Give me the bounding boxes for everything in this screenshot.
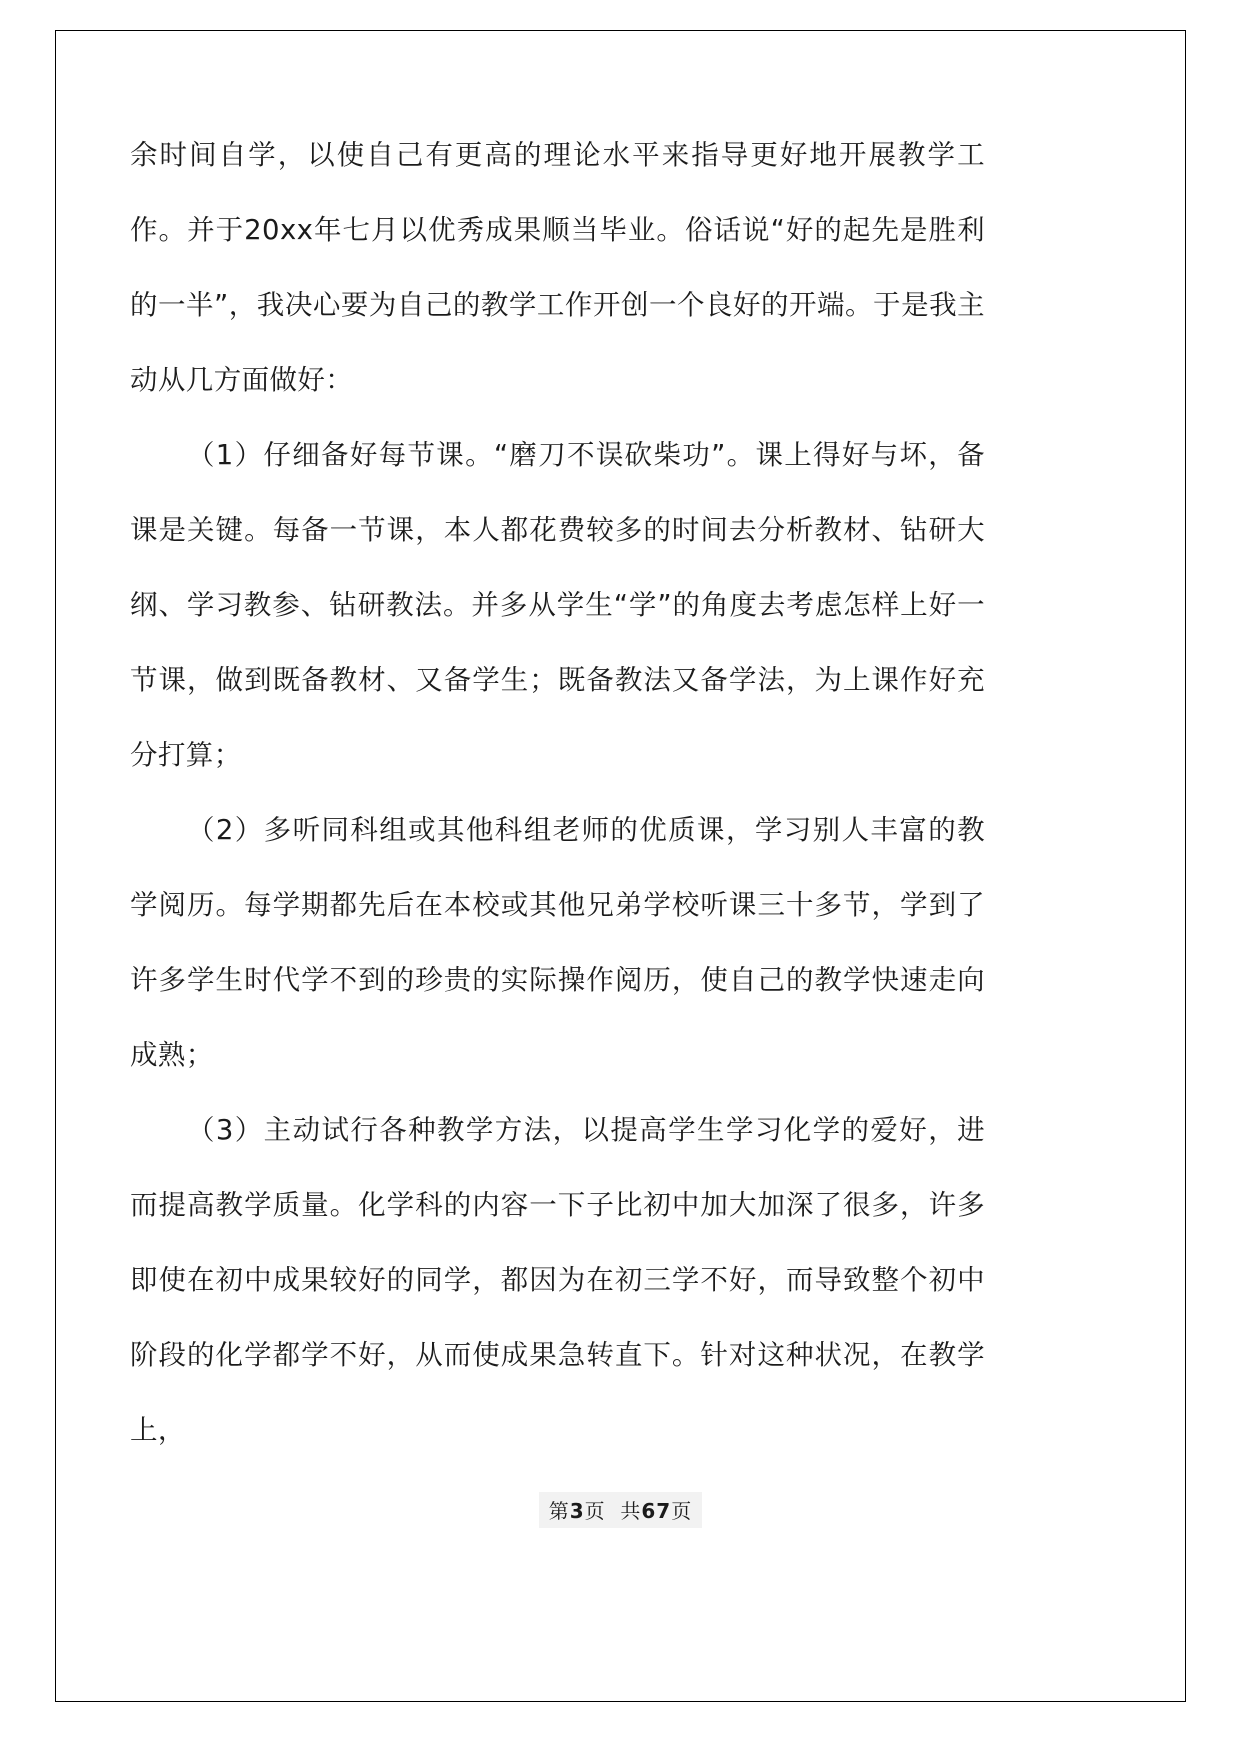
paragraph: （1）仔细备好每节课。“磨刀不误砍柴功”。课上得好与坏，备课是关键。每备一节课，本人都花费较多的时间去分析教材、钻研大纲、学习教参、钻研教法。并多从学生“学”的角度去考虑怎样上好一节课，做到既备教材、又备学生；既备教法又备学法，为上课作好充分打算； xyxy=(130,439,985,771)
footer-page-prefix: 第 xyxy=(548,1499,570,1523)
footer-total-number: 67 xyxy=(641,1499,672,1523)
footer-page-number: 3 xyxy=(569,1499,585,1523)
page-number-label xyxy=(539,1492,702,1528)
footer-total-prefix: 共 xyxy=(620,1499,642,1523)
paragraph: （2）多听同科组或其他科组老师的优质课，学习别人丰富的教学阅历。每学期都先后在本校或其他兄弟学校听课三十多节，学到了许多学生时代学不到的珍贵的实际操作阅历，使自己的教学快速走向成熟； xyxy=(130,814,985,1071)
page-footer xyxy=(0,1492,1241,1528)
document-body xyxy=(130,118,985,1468)
paragraph: （3）主动试行各种教学方法，以提高学生学习化学的爱好，进而提高教学质量。化学科的内容一下子比初中加大加深了很多，许多即使在初中成果较好的同学，都因为在初三学不好，而导致整个初中阶段的化学都学不好，从而使成果急转直下。针对这种状况，在教学上， xyxy=(130,1114,985,1446)
paragraph: 余时间自学，以使自己有更高的理论水平来指导更好地开展教学工作。并于20xx年七月以优秀成果顺当毕业。俗话说“好的起先是胜利的一半”，我决心要为自己的教学工作开创一个良好的开端。于是我主动从几方面做好： xyxy=(130,139,985,396)
footer-page-suffix: 页 xyxy=(584,1499,606,1523)
footer-total-suffix: 页 xyxy=(671,1499,693,1523)
